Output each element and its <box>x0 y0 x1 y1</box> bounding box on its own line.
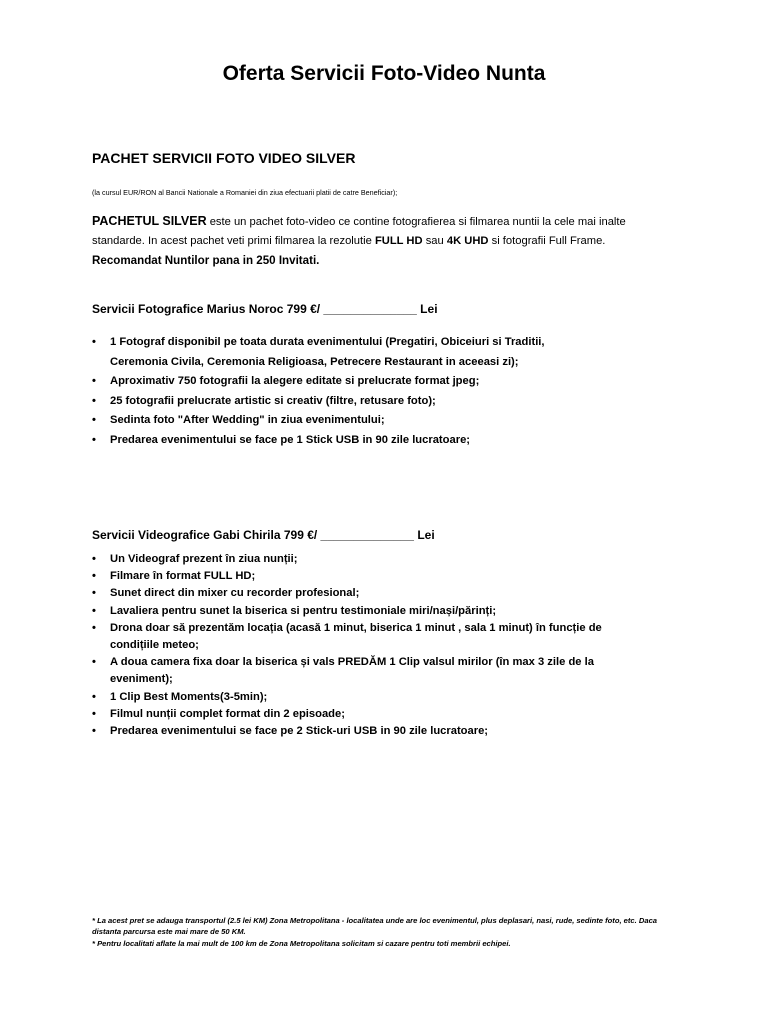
list-item: • Sunet direct din mixer cu recorder profesional; <box>92 585 632 602</box>
list-item: • 1 Fotograf disponibil pe toata durata evenimentului (Pregatiri, Obiceiuri si Traditii, Ceremonia Civila, Ceremonia Religioasa, Petrecere Restaurant in aceeasi zi); <box>92 333 572 372</box>
document-title: Oferta Servicii Foto-Video Nunta <box>222 62 546 85</box>
footnote-accommodation: * Pentru localitati aflate la mai mult de 100 km de Zona Metropolitana solicitam si cazare pentru toti membrii echipei. <box>92 938 511 948</box>
list-item: • Lavaliera pentru sunet la biserica si pentru testimoniale miri/nași/părinți; <box>92 603 632 620</box>
intro-text-2: sau <box>422 235 447 247</box>
footnote-transport: * La acest pret se adauga transportul (2.5 lei KM) Zona Metropolitana - localitatea unde are loc evenimentul, plus deplasari, nasi, rude, sedinte foto, etc. Daca distanta parcursa este mai mare de 50 KM. <box>92 916 658 937</box>
intro-recommendation: Recomandat Nuntilor pana in 250 Invitati. <box>92 254 320 267</box>
intro-resolution-2: 4K UHD <box>446 235 489 247</box>
list-item: • Predarea evenimentului se face pe 1 Stick USB in 90 zile lucratoare; <box>92 431 632 451</box>
intro-text-3: si fotografii Full Frame. <box>488 235 606 247</box>
list-item: • Filmare în format FULL HD; <box>92 568 632 585</box>
list-item: • 25 fotografii prelucrate artistic si creativ (filtre, retusare foto); <box>92 392 632 412</box>
list-item: • 1 Clip Best Moments(3-5min); <box>92 689 632 706</box>
list-item: • A doua camera fixa doar la biserica și vals PREDĂM 1 Clip valsul mirilor (în max 3 zile de la eveniment); <box>92 654 650 688</box>
exchange-rate-note: (la cursul EUR/RON al Bancii Nationale a Romaniei din ziua efectuarii platii de catre Beneficiar); <box>92 188 398 197</box>
video-services-list <box>92 551 632 740</box>
video-services-heading: Servicii Videografice Gabi Chirila 799 €/ ______________ Lei <box>92 528 435 542</box>
package-heading: PACHET SERVICII FOTO VIDEO SILVER <box>92 150 356 166</box>
footnotes <box>92 915 672 949</box>
list-item: • Un Videograf prezent în ziua nunții; <box>92 551 632 568</box>
package-intro <box>92 212 652 271</box>
intro-lead: PACHETUL SILVER <box>92 214 207 228</box>
photo-services-heading: Servicii Fotografice Marius Noroc 799 €/ ______________ Lei <box>92 302 438 316</box>
list-item: • Drona doar să prezentăm locația (acasă 1 minut, biserica 1 minut , sala 1 minut) în funcție de condițiile meteo; <box>92 620 650 654</box>
intro-resolution-1: FULL HD <box>374 235 423 247</box>
list-item: • Filmul nunții complet format din 2 episoade; <box>92 706 632 723</box>
photo-services-list <box>92 333 632 451</box>
list-item: • Aproximativ 750 fotografii la alegere editate si prelucrate format jpeg; <box>92 372 632 392</box>
list-item: • Predarea evenimentului se face pe 2 Stick-uri USB in 90 zile lucratoare; <box>92 723 632 740</box>
intro-text-1: este un pachet foto-video ce contine fotografierea si filmarea nuntii la cele mai inalte standarde. In acest pachet veti primi filmarea la rezolutie <box>92 216 626 247</box>
list-item: • Sedinta foto "After Wedding" in ziua evenimentului; <box>92 411 632 431</box>
